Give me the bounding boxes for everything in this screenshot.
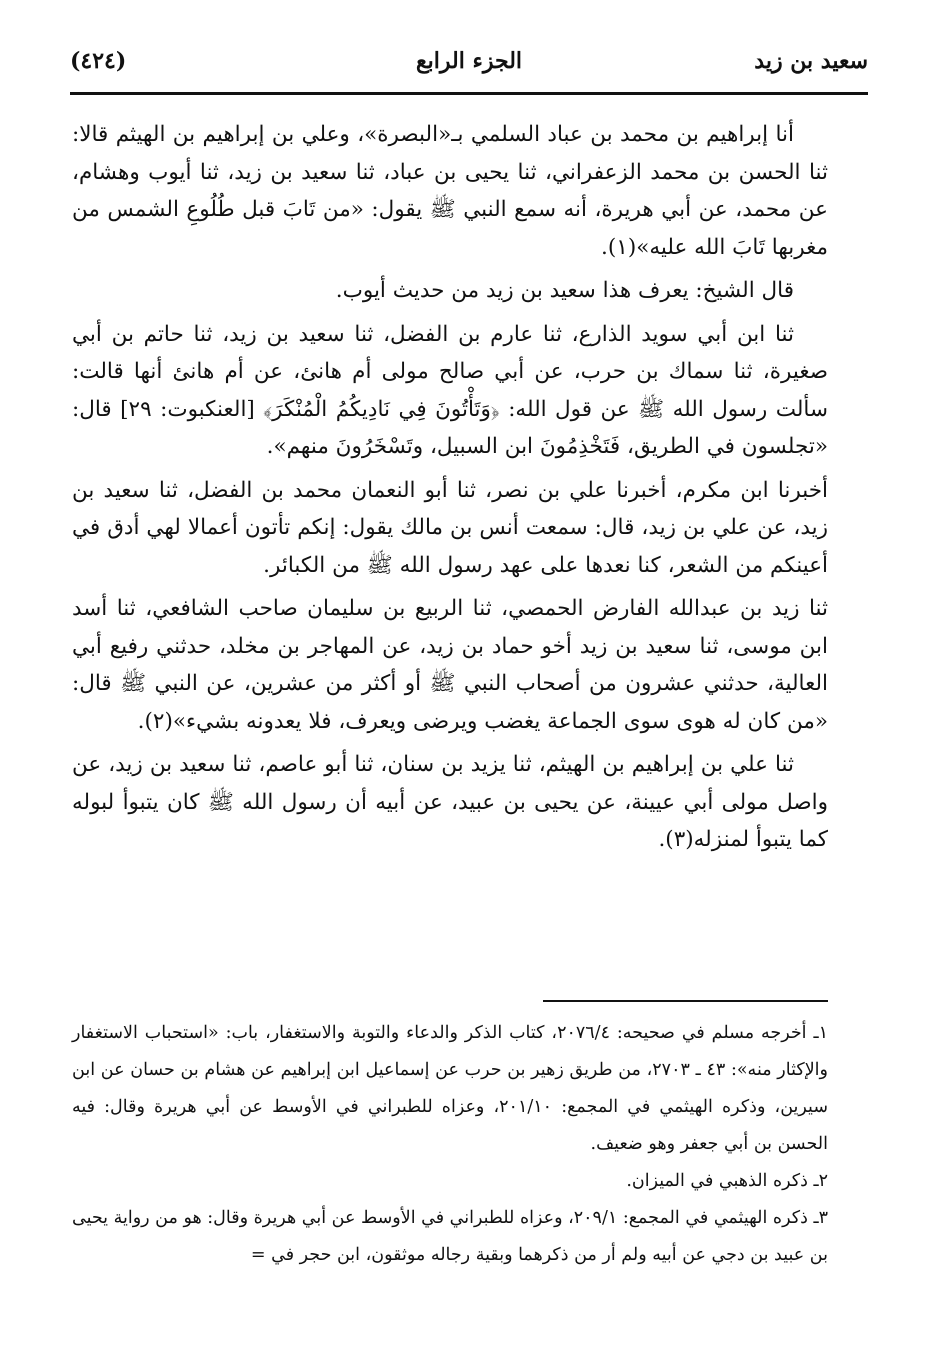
- page-number: (٤٢٤): [70, 48, 127, 74]
- page-header: [70, 42, 868, 95]
- footnote-3: ٣ـ ذكره الهيثمي في المجمع: ٢٠٩/١، وعزاه للطبراني في الأوسط عن أبي هريرة وقال: هو من رواية يحيى بن عبيد بن دجي عن أبيه ولم أر من ذكرهما وبقية رجاله موثقون، ابن حجر في =: [72, 1208, 828, 1265]
- part-title: الجزء الرابع: [415, 48, 523, 74]
- footnote-separator: [543, 1000, 828, 1002]
- footnote-1: ١ـ أخرجه مسلم في صحيحه: ٢٠٧٦/٤، كتاب الذكر والدعاء والتوبة والاستغفار، باب: «استحباب الاستغفار والإكثار منه»: ٤٣ ـ ٢٧٠٣، من طريق زهير بن حرب عن إسماعيل ابن إبراهيم عن هشام بن حسان عن ابن سيرين، وذكره الهيثمي في المجمع: ٢٠١/١٠، وعزاه للطبراني في الأوسط عن أبي هريرة وقال: فيه الحسن بن أبي جعفر وهو ضعيف.: [72, 1023, 828, 1154]
- paragraph-2: قال الشيخ: يعرف هذا سعيد بن زيد من حديث أيوب.: [335, 278, 794, 303]
- paragraph-6: ثنا علي بن إبراهيم بن الهيثم، ثنا يزيد بن سنان، ثنا أبو عاصم، ثنا سعيد بن زيد، عن واصل مولى أبي عيينة، عن يحيى بن عبيد، عن أبيه أن رسول الله ﷺ كان يتبوأ لبوله كما يتبوأ لمنزله(٣).: [72, 752, 828, 852]
- paragraph-1: أنا إبراهيم بن محمد بن عباد السلمي بـ«البصرة»، وعلي بن إبراهيم بن الهيثم قالا: ثنا الحسن بن محمد الزعفراني، ثنا يحيى بن عباد، ثنا سعيد بن زيد، ثنا أيوب وهشام، عن محمد، عن أبي هريرة، أنه سمع النبي ﷺ يقول: «من تَابَ قبل طُلُوعِ الشمس من مغربها تَابَ الله عليه»(١).: [72, 122, 828, 260]
- footnote-2: ٢ـ ذكره الذهبي في الميزان.: [626, 1171, 828, 1191]
- paragraph-4: أخبرنا ابن مكرم، أخبرنا علي بن نصر، ثنا أبو النعمان محمد بن الفضل، ثنا سعيد بن زيد، عن علي بن زيد، قال: سمعت أنس بن مالك يقول: إنكم تأتون أعمالا لهي أدق في أعينكم من الشعر، كنا نعدها على عهد رسول الله ﷺ من الكبائر.: [72, 477, 828, 578]
- main-text: [72, 116, 828, 865]
- chapter-name: سعيد بن زيد: [754, 48, 868, 74]
- paragraph-3: ثنا ابن أبي سويد الذارع، ثنا عارم بن الفضل، ثنا سعيد بن زيد، ثنا حاتم بن أبي صغيرة، ثنا سماك بن حرب، عن أبي صالح مولى أم هانئ، عن أم هانئ أنها قالت: سألت رسول الله ﷺ عن قول الله: ﴿وَتَأْتُونَ فِي نَادِيكُمُ الْمُنْكَرَ﴾ [العنكبوت: ٢٩] قال: «تجلسون في الطريق، فَتَخْذِمُونَ ابن السبيل، وتَسْخَرُونَ منهم».: [72, 321, 828, 459]
- paragraph-5: ثنا زيد بن عبدالله الفارض الحمصي، ثنا الربيع بن سليمان صاحب الشافعي، ثنا أسد ابن موسى، ثنا سعيد بن زيد أخو حماد بن زيد، عن المهاجر بن مخلد، حدثني رفيع أبي العالية، حدثني عشرون من أصحاب النبي ﷺ أو أكثر من عشرين، عن النبي ﷺ قال: «من كان له هوى سوى الجماعة يغضب ويرضى ويعرف، فلا يعدونه بشيء»(٢).: [72, 596, 828, 734]
- footnotes: [72, 1015, 828, 1274]
